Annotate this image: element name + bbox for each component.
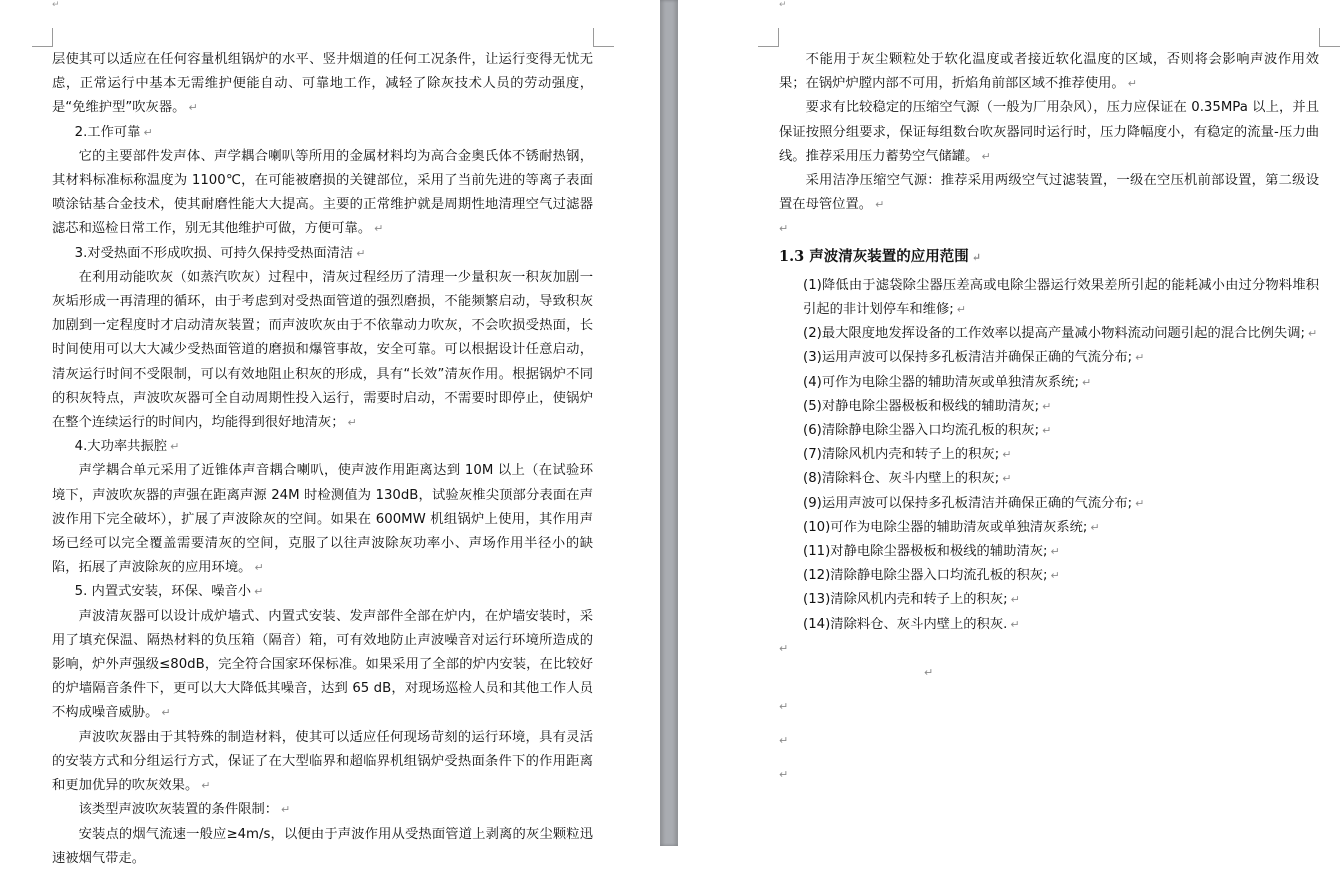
paragraph-mark: ↵: [347, 416, 357, 430]
document-page-right[interactable]: [678, 0, 1339, 846]
paragraph-mark: ↵: [779, 222, 789, 236]
crop-mark-top-right: [1319, 28, 1340, 47]
empty-paragraph[interactable]: [779, 637, 1319, 661]
list-item-text: (5)对静电除尘器极板和极线的辅助清灰;: [803, 398, 1040, 414]
list-item-text: (14)清除料仓、灰斗内壁上的积灰.: [803, 616, 1008, 632]
crop-mark-top-left: [32, 28, 53, 47]
paragraph-mark: ↵: [1081, 375, 1092, 389]
paragraph-mark: ↵: [161, 706, 171, 720]
list-item-text: (4)可作为电除尘器的辅助清灰或单独清灰系统;: [803, 374, 1079, 390]
paragraph-mark: ↵: [875, 198, 885, 212]
paragraph-mark: ↵: [188, 101, 198, 115]
empty-paragraph[interactable]: [779, 217, 1319, 241]
application-list: [779, 274, 1319, 637]
page-gutter: [660, 0, 678, 846]
list-item[interactable]: [779, 564, 1319, 588]
paragraph-mark: ↵: [1010, 593, 1020, 607]
list-item[interactable]: [779, 419, 1319, 443]
list-item[interactable]: [779, 540, 1319, 564]
section-label[interactable]: 4.大功率共振腔 ↵: [74, 439, 180, 455]
paragraph[interactable]: 安装点的烟气流速一般应≥4m/s，以便由于声波作用从受热面管道上剥离的灰尘颗粒迅速被烟气带走。: [52, 826, 593, 866]
paragraph-mark: ↵: [201, 779, 211, 793]
paragraph-mark: ↵: [356, 246, 366, 260]
paragraph[interactable]: 要求有比较稳定的压缩空气源（一般为厂用杂风），压力应保证在 0.35MPa 以上，并且保证按照分组要求，保证每组数台吹灰器同时运行时，压力降幅度小，有稳定的流量-压力曲线。推荐采用压力蓄势空气储罐。 ↵: [779, 100, 1319, 164]
section-heading[interactable]: 1.3 声波清灰装置的应用范围 ↵: [779, 247, 981, 265]
paragraph-mark: ↵: [779, 641, 789, 655]
list-item[interactable]: [779, 613, 1319, 637]
paragraph[interactable]: 声波吹灰器由于其特殊的制造材料，使其可以适应任何现场苛刻的运行环境，具有灵活的安装方式和分组运行方式，保证了在大型临界和超临界机组锅炉受热面条件下的作用距离和更加优异的吹灰效果。 ↵: [52, 729, 593, 794]
paragraph-mark-top: ↵: [52, 0, 60, 10]
paragraph[interactable]: 在利用动能吹灰（如蒸汽吹灰）过程中，清灰过程经历了清理一少量积灰一积灰加剧一灰垢形成一再清理的循环，由于考虑到对受热面管道的强烈磨损，不能频繁启动，导致积灰加剧到一定程度时才启动清灰装置；而声波吹灰由于不依靠动力吹灰，不会吹损受热面，长时间使用可以大大减少受热面管道的磨损和爆管事故，安全可靠。可以根据设计任意启动，清灰运行时间不受限制，可以有效地阻止积灰的形成，具有“长效”清灰作用。根据锅炉不同的积灰特点，声波吹灰器可全自动周期性投入运行，需要时启动，不需要时即停止，使锅炉在整个连续运行的时间内，均能得到很好地清灰； ↵: [52, 269, 593, 431]
list-item[interactable]: [779, 467, 1319, 491]
list-item-text: (7)清除风机内壳和转子上的积灰;: [803, 447, 1000, 463]
list-item-text: (3)运用声波可以保持多孔板清洁并确保正确的气流分布;: [803, 350, 1133, 366]
paragraph[interactable]: 它的主要部件发声体、声学耦合喇叭等所用的金属材料均为高合金奥氏体不锈耐热钢，其材料标准标称温度为 1100℃，在可能被磨损的关键部位，采用了当前先进的等离子表面喷涂钴基合金技术，使其耐磨性能大大提高。主要的正常维护就是周期性地清理空气过滤器滤芯和巡检日常工作，别无其他维护可做，方便可靠。 ↵: [52, 148, 593, 237]
paragraph-mark: ↵: [956, 303, 966, 317]
list-item[interactable]: [779, 492, 1319, 516]
paragraph[interactable]: 声波清灰器可以设计成炉墙式、内置式安装、发声部件全部在炉内，在炉墙安装时，采用了填充保温、隔热材料的负压箱（隔音）箱，可有效地防止声波噪音对运行环境所造成的影响，炉外声强级≤80dB，完全符合国家环保标准。如果采用了全部的炉内安装，在比较好的炉墙隔音条件下，更可以大大降低其噪音，达到 65 dB，对现场巡检人员和其他工作人员不构成噪音威胁。 ↵: [52, 608, 593, 721]
paragraph-mark: ↵: [374, 222, 384, 236]
paragraph-mark: ↵: [1050, 545, 1060, 559]
paragraph-mark: ↵: [1042, 399, 1052, 413]
paragraph-mark: ↵: [1127, 77, 1137, 91]
empty-paragraph[interactable]: [779, 753, 1319, 787]
list-item-text: (12)清除静电除尘器入口均流孔板的积灰;: [803, 568, 1048, 584]
list-item-text: (11)对静电除尘器极板和极线的辅助清灰;: [803, 544, 1048, 560]
empty-paragraph[interactable]: [779, 685, 1319, 719]
paragraph-mark: ↵: [1042, 424, 1052, 438]
right-page-body[interactable]: [779, 48, 1319, 787]
crop-mark-top-right: [593, 28, 614, 47]
paragraph-mark: ↵: [1090, 520, 1100, 534]
list-item-text: (13)清除风机内壳和转子上的积灰;: [803, 592, 1008, 608]
list-item[interactable]: [779, 371, 1319, 395]
list-item-text: (1)降低由于滤袋除尘器压差高或电除尘器运行效果差所引起的能耗减小由过分物料堆积引起的非计划停车和维修;: [803, 277, 1319, 318]
paragraph-mark: ↵: [1135, 351, 1145, 365]
paragraph-mark: ↵: [143, 125, 153, 139]
paragraph[interactable]: 该类型声波吹灰装置的条件限制： ↵: [78, 802, 291, 818]
list-item[interactable]: [779, 395, 1319, 419]
paragraph-mark: ↵: [779, 700, 789, 714]
list-item[interactable]: [779, 588, 1319, 612]
crop-mark-top-left: [758, 28, 779, 47]
list-item[interactable]: [779, 516, 1319, 540]
list-item-text: (9)运用声波可以保持多孔板清洁并确保正确的气流分布;: [803, 495, 1133, 511]
list-item-text: (6)清除静电除尘器入口均流孔板的积灰;: [803, 423, 1040, 439]
paragraph-mark: ↵: [779, 734, 789, 748]
left-page-body[interactable]: [52, 48, 593, 871]
list-item[interactable]: [779, 274, 1319, 322]
section-label[interactable]: 5. 内置式安装，环保、噪音小 ↵: [74, 584, 264, 600]
paragraph-mark: ↵: [170, 440, 180, 454]
paragraph[interactable]: 层使其可以适应在任何容量机组锅炉的水平、竖井烟道的任何工况条件，让运行变得无忧无虑，正常运行中基本无需维护便能自动、可靠地工作，减轻了除灰技术人员的劳动强度，是“免维护型”吹灰器。 ↵: [52, 52, 593, 116]
paragraph-mark: ↵: [1002, 448, 1012, 462]
document-page-left[interactable]: [0, 0, 660, 866]
empty-paragraph[interactable]: [779, 661, 1319, 685]
paragraph[interactable]: 采用洁净压缩空气源：推荐采用两级空气过滤装置，一级在空压机前部设置，第二级设置在母管位置。 ↵: [779, 173, 1319, 213]
paragraph-mark: ↵: [981, 149, 991, 163]
list-item-text: (8)清除料仓、灰斗内壁上的积灰;: [803, 471, 1000, 487]
paragraph-mark: ↵: [1010, 617, 1020, 631]
paragraph-mark: ↵: [1308, 327, 1318, 341]
paragraph-mark: ↵: [1002, 472, 1012, 486]
list-item-text: (10)可作为电除尘器的辅助清灰或单独清灰系统;: [803, 519, 1088, 535]
paragraph[interactable]: 不能用于灰尘颗粒处于软化温度或者接近软化温度的区域，否则将会影响声波作用效果；在锅炉炉膛内部不可用，折焰角前部区域不推荐使用。 ↵: [779, 52, 1319, 92]
list-item[interactable]: [779, 346, 1319, 370]
paragraph-mark: ↵: [924, 666, 934, 680]
paragraph-mark: ↵: [254, 561, 264, 575]
paragraph-mark: ↵: [779, 768, 789, 782]
paragraph-mark: ↵: [281, 803, 291, 817]
paragraph[interactable]: 声学耦合单元采用了近锥体声音耦合喇叭，使声波作用距离达到 10M 以上（在试验环境下，声波吹灰器的声强在距离声源 24M 时检测值为 130dB，试验灰椎尖顶部分表面在声波作用下完全破坏），扩展了声波除灰的空间。如果在 600MW 机组锅炉上使用，其作用声场已经可以完全覆盖需要清灰的空间，克服了以往声波除灰功率小、声场作用半径小的缺陷，拓展了声波除灰的应用环境。 ↵: [52, 463, 593, 576]
section-label[interactable]: 3.对受热面不形成吹损、可持久保持受热面清洁 ↵: [74, 245, 366, 261]
paragraph-mark: ↵: [1050, 569, 1060, 583]
paragraph-mark-top: ↵: [779, 0, 787, 10]
section-label[interactable]: 2.工作可靠 ↵: [74, 124, 153, 140]
paragraph-mark: ↵: [1135, 496, 1145, 510]
list-item[interactable]: [779, 322, 1319, 346]
list-item[interactable]: [779, 443, 1319, 467]
paragraph-mark: ↵: [971, 250, 981, 264]
list-item-text: (2)最大限度地发挥设备的工作效率以提高产量减小物料流动问题引起的混合比例失调;: [803, 326, 1306, 342]
paragraph-mark: ↵: [254, 585, 264, 599]
empty-paragraph[interactable]: [779, 719, 1319, 753]
